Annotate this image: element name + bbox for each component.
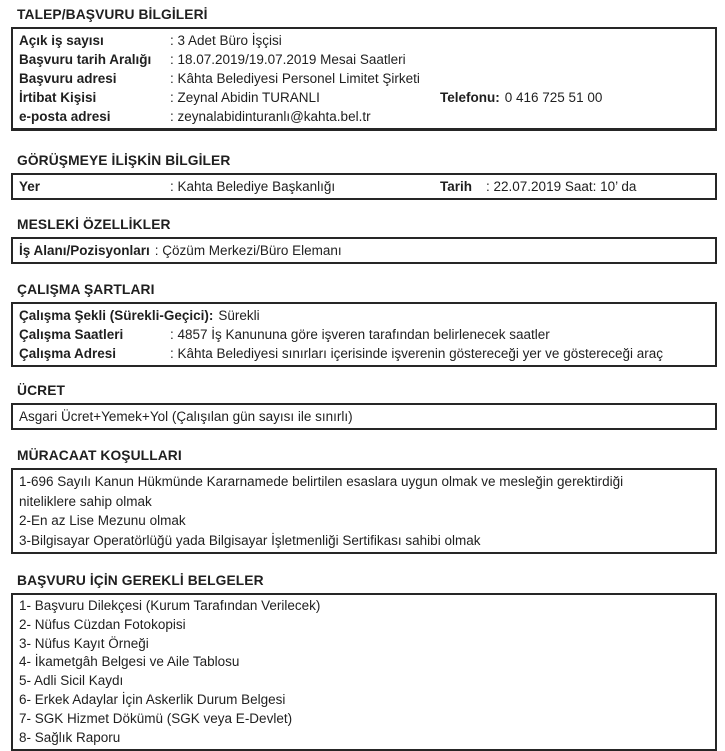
field-row [19,107,707,126]
list-item: 7- SGK Hizmet Dökümü (SGK veya E-Devlet) [19,710,293,726]
field-value: : 4857 İş Kanununa göre işveren tarafından belirlenecek saatler [170,327,550,342]
field-row [19,50,707,69]
field-row [19,325,707,344]
info-box [11,468,717,554]
section-heading: TALEP/BAŞVURU BİLGİLERİ [17,7,208,22]
section-heading: BAŞVURU İÇİN GEREKLİ BELGELER [17,573,264,589]
list-item: 5- Adli Sicil Kaydı [19,673,124,689]
phone-value: 0 416 725 51 00 [504,90,603,105]
list-item: 6- Erkek Adaylar İçin Askerlik Durum Belgesi [19,692,286,708]
field-value: : Kâhta Belediyesi sınırları içerisinde işverenin göstereceği yer ve göstereceği araç [170,346,663,361]
section-ucret [11,382,717,430]
phone-label: Telefonu: [440,90,500,105]
list-item: 3- Nüfus Kayıt Örneği [19,635,149,651]
info-box [11,27,717,131]
field-label: e-posta adresi [19,109,111,124]
field-row [19,69,707,88]
field-value: : Zeynal Abidin TURANLI [170,90,320,105]
field-label: Çalışma Saatleri [19,327,124,342]
section-heading: ÇALIŞMA ŞARTLARI [17,282,155,297]
list-item: 8- Sağlık Raporu [19,729,121,745]
field-label: Yer [19,179,41,194]
field-value: : 18.07.2019/19.07.2019 Mesai Saatleri [170,52,406,67]
field-label: İş Alanı/Pozisyonları [19,243,150,258]
list-item: 1-696 Sayılı Kanun Hükmünde Kararnamede belirtilen esaslara uygun olmak ve mesleğin gerektirdiği niteliklere sahip olmak [19,474,624,509]
field-row [19,31,707,50]
field-row [19,241,707,260]
section-muracaat-kosullari [11,447,717,554]
field-row [19,88,707,107]
list-item: 2- Nüfus Cüzdan Fotokopisi [19,616,186,632]
list-item: 3-Bilgisayar Operatörlüğü yada Bilgisayar İşletmenliği Sertifikası sahibi olmak [19,532,481,548]
date-field [440,177,636,196]
date-value: : 22.07.2019 Saat: 10’ da [486,179,637,194]
field-label: Çalışma Şekli (Sürekli-Geçici): [19,308,214,323]
info-box [11,593,717,751]
field-value: : Çözüm Merkezi/Büro Elemanı [154,243,342,258]
section-calisma-sartlari [11,281,717,367]
section-gorusme [11,152,717,200]
info-box [11,302,717,367]
section-heading: GÖRÜŞMEYE İLİŞKİN BİLGİLER [17,153,231,168]
field-row [19,306,707,325]
field-value: : Kahta Belediye Başkanlığı [170,179,336,194]
info-box [11,403,717,430]
list-item: Asgari Ücret+Yemek+Yol (Çalışılan gün sayısı ile sınırlı) [19,409,353,424]
section-heading: MESLEKİ ÖZELLİKLER [17,217,171,232]
phone-field [440,88,602,107]
info-box [11,173,717,200]
field-value: : Kâhta Belediyesi Personel Limitet Şirketi [170,71,420,86]
section-heading: ÜCRET [17,383,66,398]
field-label: Başvuru adresi [19,71,117,86]
section-heading: MÜRACAAT KOŞULLARI [17,448,182,464]
list-item: 2-En az Lise Mezunu olmak [19,513,186,529]
list-item: 1- Başvuru Dilekçesi (Kurum Tarafından Verilecek) [19,598,321,614]
field-label: İrtibat Kişisi [19,90,97,105]
section-talep-basvuru [11,6,717,131]
info-box [11,237,717,264]
field-value: Sürekli [218,308,260,323]
list-item: 4- İkametgâh Belgesi ve Aile Tablosu [19,654,240,670]
field-label: Çalışma Adresi [19,346,117,361]
field-row [19,177,707,196]
field-label: Açık iş sayısı [19,33,104,48]
email-value: : zeynalabidinturanlı@kahta.bel.tr [170,109,371,124]
field-row [19,344,707,363]
field-label: Başvuru tarih Aralığı [19,52,152,67]
section-mesleki [11,216,717,264]
section-gerekli-belgeler [11,572,717,751]
field-value: : 3 Adet Büro İşçisi [170,33,282,48]
date-label: Tarih [440,179,473,194]
